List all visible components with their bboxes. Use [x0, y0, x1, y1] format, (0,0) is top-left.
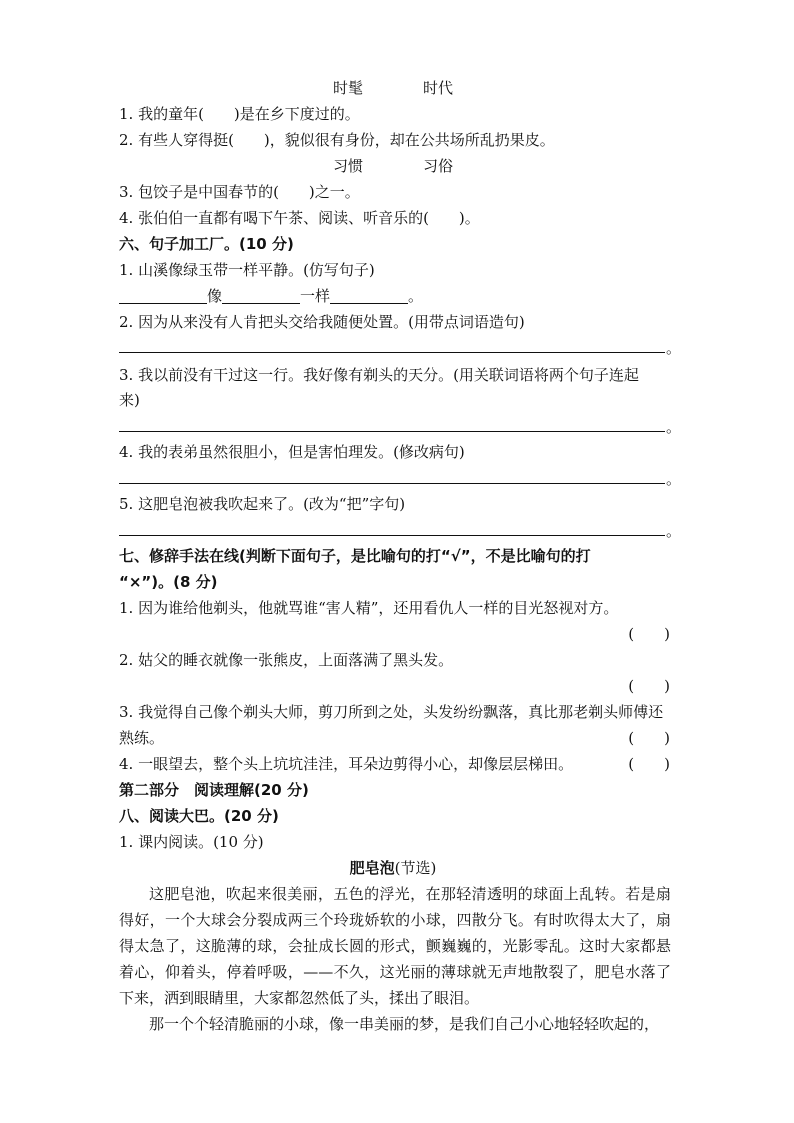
part-title: 第二部分 阅读理解(20 分)	[119, 781, 309, 799]
answer-line-end: 。	[666, 522, 682, 540]
section-title: 七、修辞手法在线(判断下面句子，是比喻句的打“√”，不是比喻句的打	[119, 547, 591, 565]
section-title: 六、句子加工厂。(10 分)	[119, 235, 294, 253]
word-option: 习惯	[332, 157, 363, 175]
question: 3. 我以前没有干过这一行。我好像有剃头的天分。(用关联词语将两个句子连起	[119, 366, 639, 384]
fill-item: 3. 包饺子是中国春节的( )之一。	[119, 183, 360, 201]
blank-word: 。	[408, 287, 424, 305]
question: 4. 我的表弟虽然很胆小，但是害怕理发。(修改病句)	[119, 443, 465, 461]
word-option: 时代	[423, 79, 454, 97]
answer-line-end: 。	[666, 470, 682, 488]
answer-line[interactable]	[119, 483, 665, 484]
question-continuation: 来)	[119, 391, 140, 409]
question: 3. 我觉得自己像个剃头大师，剪刀所到之处，头发纷纷飘落，真比那老剃头师傅还	[119, 703, 664, 721]
fill-item: 2. 有些人穿得挺( )，貌似很有身份，却在公共场所乱扔果皮。	[119, 131, 555, 149]
imitation-answer-line	[119, 285, 423, 307]
answer-blank[interactable]	[330, 287, 408, 304]
question: 4. 一眼望去，整个头上坑坑洼洼，耳朵边剪得小心，却像层层梯田。	[119, 755, 574, 773]
answer-line[interactable]	[119, 431, 665, 432]
section-title: 八、阅读大巴。(20 分)	[119, 807, 279, 825]
fill-item: 4. 张伯伯一直都有喝下午茶、阅读、听音乐的( )。	[119, 209, 480, 227]
question: 1. 因为谁给他剃头，他就骂谁“害人精”，还用看仇人一样的目光怒视对方。	[119, 599, 619, 617]
passage-title-text: 肥皂泡	[349, 859, 395, 877]
passage-paragraph: 那一个个轻清脆丽的小球，像一串美丽的梦，是我们自己小心地轻轻吹起的，	[149, 1015, 660, 1033]
question: 2. 因为从来没有人肯把头交给我随便处置。(用带点词语造句)	[119, 313, 525, 331]
answer-paren[interactable]: ( )	[628, 729, 670, 747]
question: 5. 这肥皂泡被我吹起来了。(改为“把”字句)	[119, 495, 406, 513]
answer-paren[interactable]: ( )	[628, 625, 670, 643]
passage-subtitle: (节选)	[394, 859, 437, 877]
answer-line-end: 。	[666, 418, 682, 436]
fill-item: 1. 我的童年( )是在乡下度过的。	[119, 105, 360, 123]
blank-word: 一样	[300, 287, 331, 305]
blank-word: 像	[207, 287, 223, 305]
question: 1. 山溪像绿玉带一样平静。(仿写句子)	[119, 261, 375, 279]
passage-paragraph: 这肥皂池，吹起来很美丽，五色的浮光，在那轻清透明的球面上乱转。若是扇得好，一个大球会分裂成两三个玲珑娇软的小球，四散分飞。有时吹得太大了，扇得太急了，这脆薄的球，会扯成长圆的形式，颤巍巍的，光影零乱。这时大家都悬着心，仰着头，停着呼吸，——不久，这光丽的薄球就无声地散裂了，肥皂水落了下来，洒到眼睛里，大家都忽然低了头，揉出了眼泪。	[119, 885, 671, 1007]
passage-title	[119, 857, 667, 879]
answer-blank[interactable]	[222, 287, 300, 304]
question: 1. 课内阅读。(10 分)	[119, 833, 264, 851]
answer-paren[interactable]: ( )	[628, 677, 670, 695]
section-title-continuation: “×”)。(8 分)	[119, 573, 218, 591]
answer-line[interactable]	[119, 535, 665, 536]
word-choice-header-2	[119, 155, 667, 177]
question: 2. 姑父的睡衣就像一张熊皮，上面落满了黑头发。	[119, 651, 454, 669]
word-option: 习俗	[423, 157, 454, 175]
answer-paren[interactable]: ( )	[628, 755, 670, 773]
answer-line-end: 。	[666, 339, 682, 357]
answer-blank[interactable]	[119, 287, 207, 304]
question-continuation: 熟练。	[119, 729, 165, 747]
word-choice-header-1	[119, 77, 667, 99]
answer-line[interactable]	[119, 352, 665, 353]
word-option: 时髦	[332, 79, 363, 97]
